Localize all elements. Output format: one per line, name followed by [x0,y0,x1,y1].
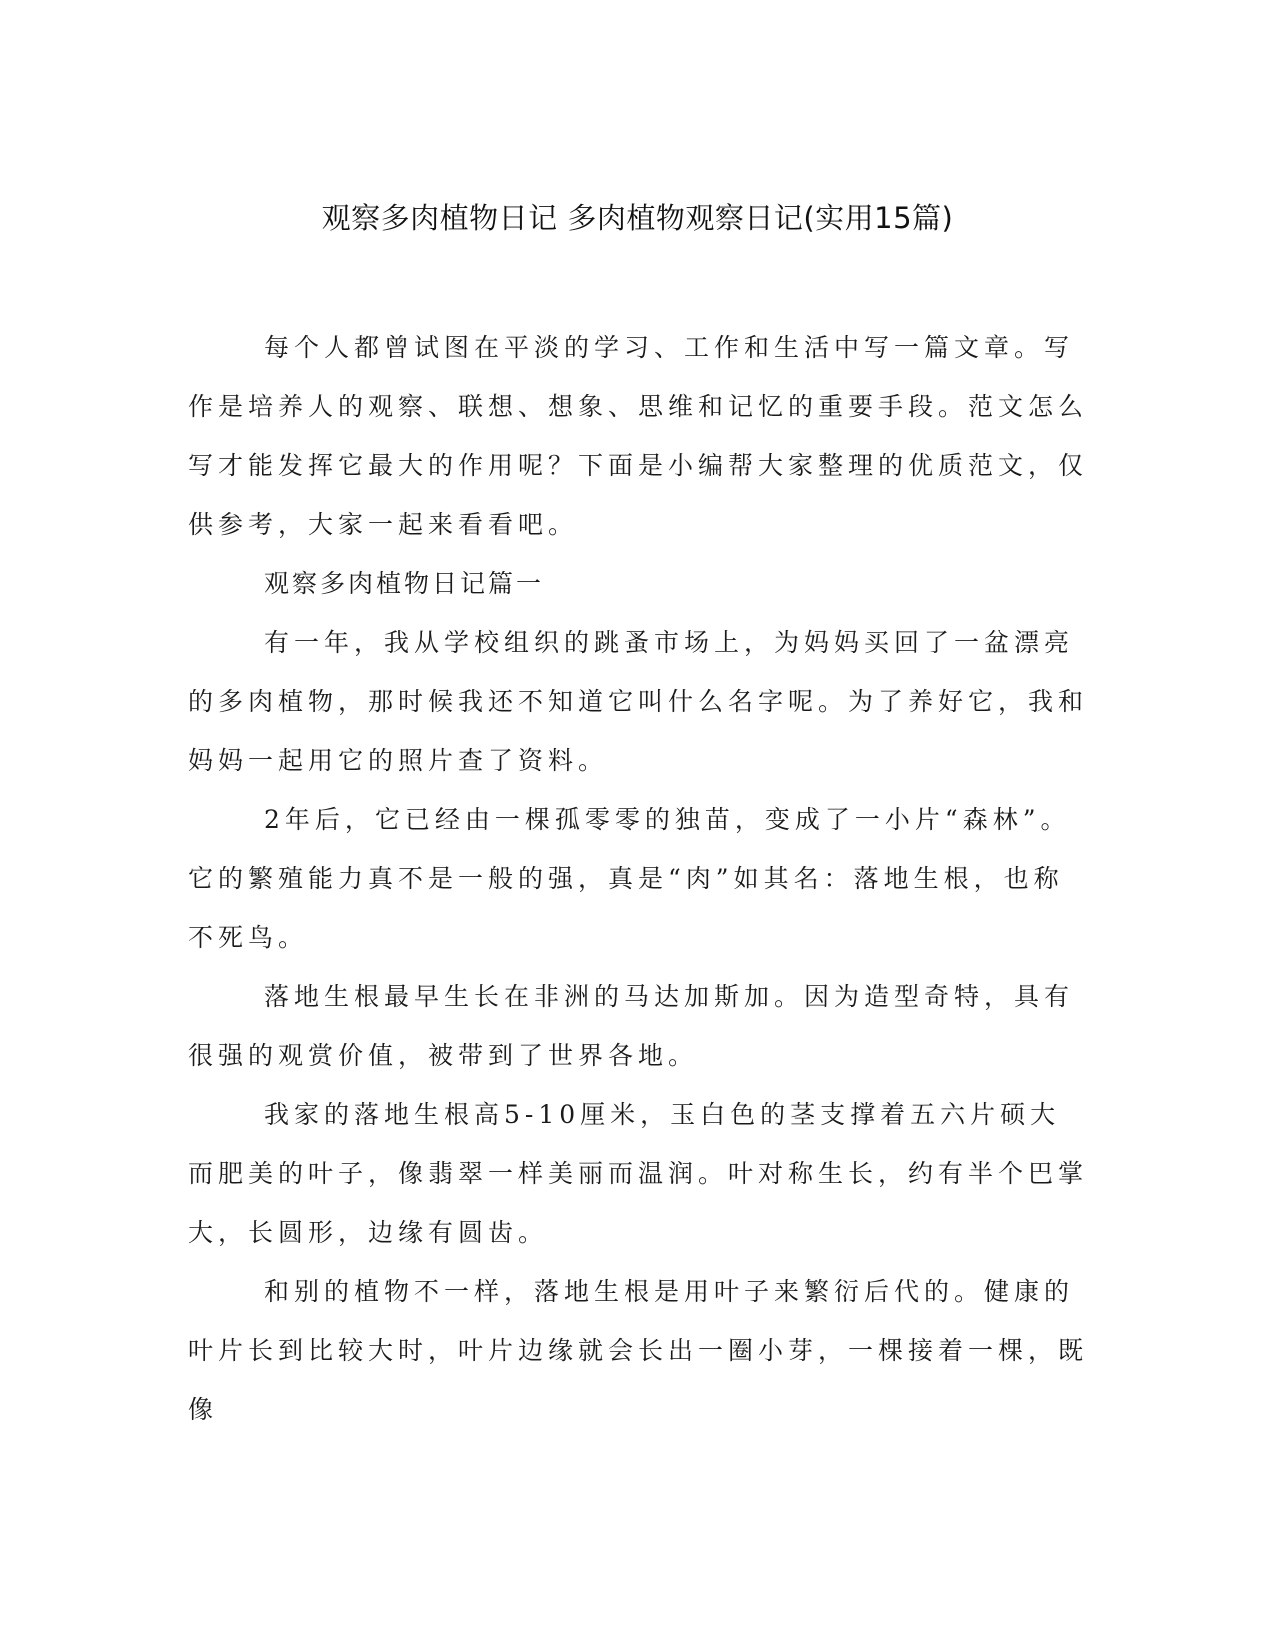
intro-paragraph: 每个人都曾试图在平淡的学习、工作和生活中写一篇文章。写作是培养人的观察、联想、想象、思维和记忆的重要手段。范文怎么写才能发挥它最大的作用呢？下面是小编帮大家整理的优质范文，仅供参考，大家一起来看看吧。 [188,333,1089,539]
body-paragraph: 我家的落地生根高5-10厘米，玉白色的茎支撑着五六片硕大而肥美的叶子，像翡翠一样美丽而温润。叶对称生长，约有半个巴掌大，长圆形，边缘有圆齿。 [188,1100,1089,1247]
section-heading: 观察多肉植物日记篇一 [264,569,545,598]
body-paragraph: 落地生根最早生长在非洲的马达加斯加。因为造型奇特，具有很强的观赏价值，被带到了世界各地。 [188,982,1075,1070]
document-body [188,318,1088,1439]
document-title: 观察多肉植物日记 多肉植物观察日记(实用15篇) [321,201,954,235]
body-paragraph: 和别的植物不一样，落地生根是用叶子来繁衍后代的。健康的叶片长到比较大时，叶片边缘就会长出一圈小芽，一棵接着一棵，既像 [188,1277,1089,1424]
body-paragraph: 有一年，我从学校组织的跳蚤市场上，为妈妈买回了一盆漂亮的多肉植物，那时候我还不知道它叫什么名字呢。为了养好它，我和妈妈一起用它的照片查了资料。 [188,628,1089,775]
body-paragraph: 2年后，它已经由一棵孤零零的独苗，变成了一小片“森林”。它的繁殖能力真不是一般的强，真是“肉”如其名：落地生根，也称不死鸟。 [188,805,1071,952]
